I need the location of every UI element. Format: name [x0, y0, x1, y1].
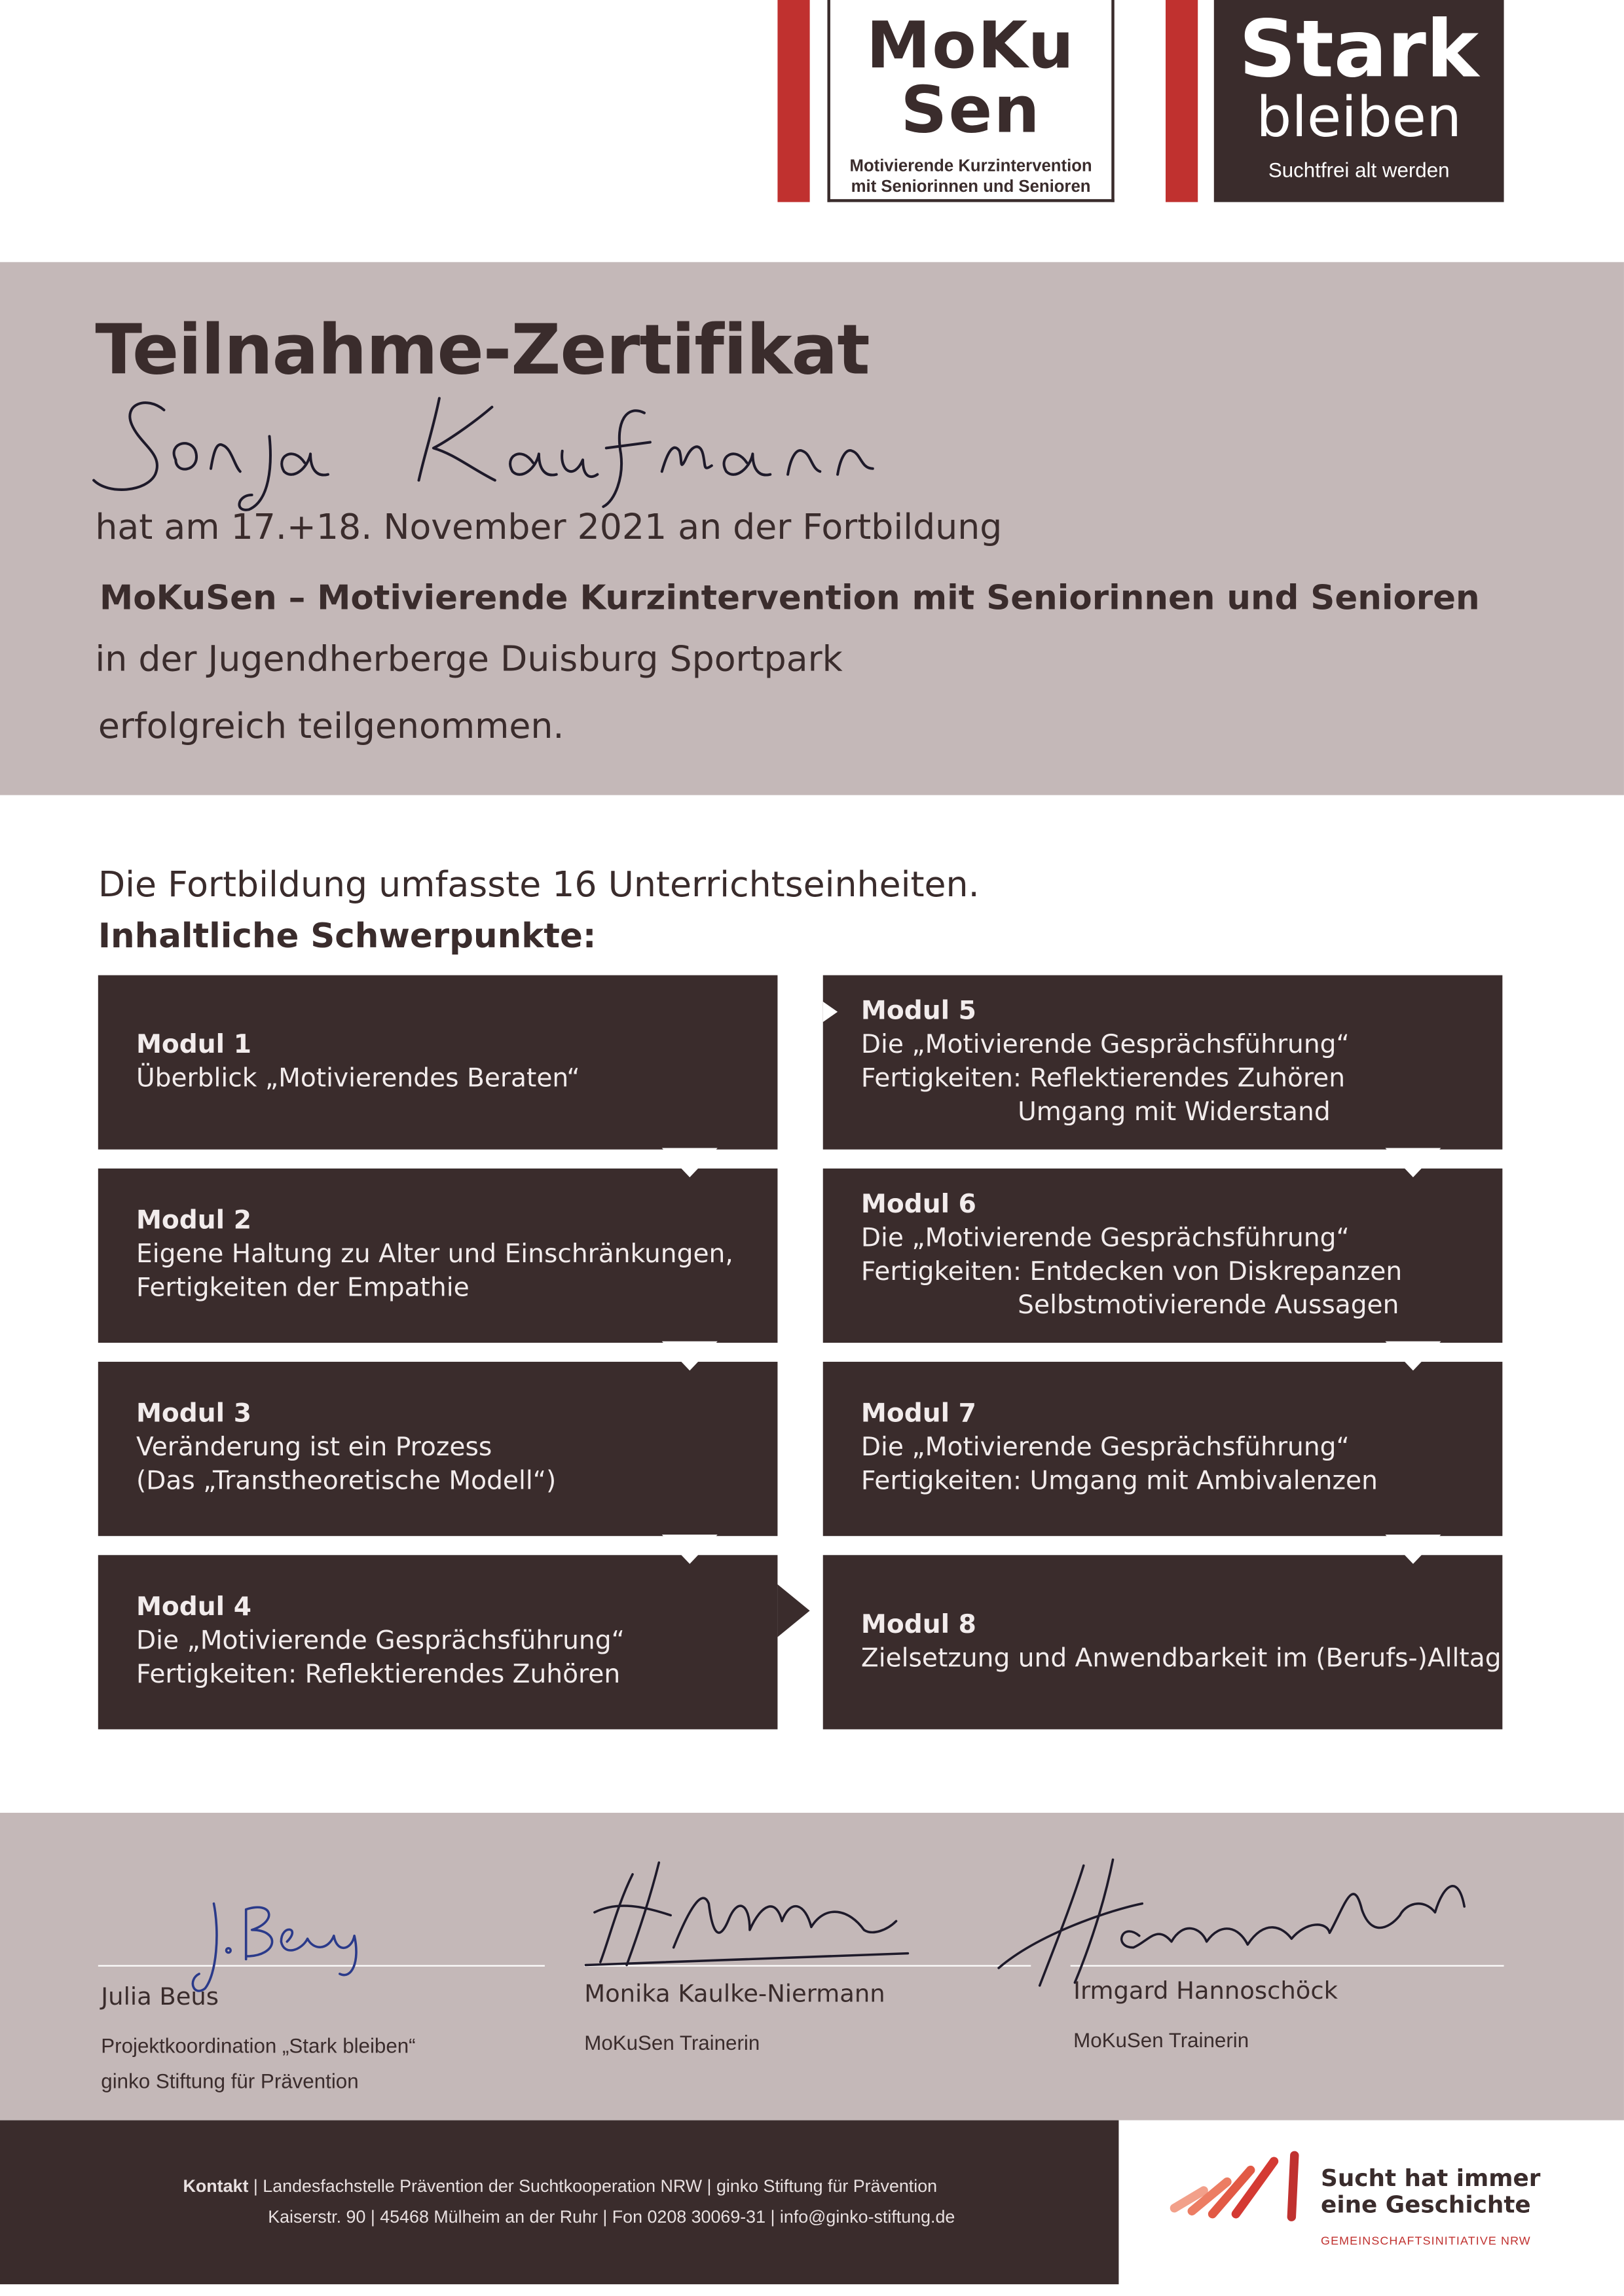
module-5-title: Modul 5	[860, 996, 976, 1026]
module-4-line1: Die „Motivierende Gesprächsführung“	[136, 1626, 625, 1656]
signer-2-name: Monika Kaulke-Niermann	[584, 1979, 885, 2008]
mokusen-logo-subtitle-2: mit Seniorinnen und Senioren	[851, 178, 1091, 196]
contact-text-1: | Landesfachstelle Prävention der Suchtkooperation NRW | ginko Stiftung für Prävention	[248, 2176, 938, 2196]
course-name: MoKuSen – Motivierende Kurzintervention mit Seniorinnen und Senioren	[100, 579, 1480, 618]
module-2-line1: Eigene Haltung zu Alter und Einschränkungen,	[136, 1240, 733, 1270]
sucht-geschichte-logo	[1118, 2121, 1623, 2284]
certificate-title: Teilnahme-Zertifikat	[95, 310, 870, 392]
stripes-logo-icon	[1166, 2149, 1312, 2223]
mokusen-logo-line2: Sen	[900, 73, 1041, 148]
mokusen-logo-line1: MoKu	[866, 9, 1076, 84]
module-1-title: Modul 1	[136, 1030, 251, 1060]
stark-logo-subtitle: Suchtfrei alt werden	[1268, 158, 1450, 182]
campaign-line-2: eine Geschichte	[1321, 2190, 1531, 2219]
venue-line: in der Jugendherberge Duisburg Sportpark	[95, 638, 843, 680]
signer-1-role-2: ginko Stiftung für Prävention	[101, 2069, 359, 2093]
arrow-into-5	[823, 1002, 838, 1022]
contact-label: Kontakt	[183, 2176, 249, 2196]
module-3-line2: (Das „Transtheoretische Modell“)	[136, 1467, 557, 1497]
module-1-line1: Überblick „Motivierendes Beraten“	[136, 1063, 580, 1093]
focus-heading: Inhaltliche Schwerpunkte:	[98, 918, 597, 957]
module-6-title: Modul 6	[860, 1190, 976, 1219]
stark-logo-line1: Stark	[1239, 3, 1479, 96]
signer-2-role-1: MoKuSen Trainerin	[584, 2031, 760, 2054]
campaign-subtitle: GEMEINSCHAFTSINITIATIVE NRW	[1321, 2234, 1531, 2248]
date-line: hat am 17.+18. November 2021 an der Fortbildung	[95, 506, 1003, 548]
signer-1-name: Julia Beus	[101, 1982, 219, 2011]
module-6-line2: Fertigkeiten: Entdecken von Diskrepanzen	[860, 1257, 1403, 1286]
arrow-right-4-8	[777, 1584, 809, 1637]
module-3-title: Modul 3	[136, 1400, 251, 1429]
module-2-line2: Fertigkeiten der Empathie	[136, 1273, 470, 1303]
stark-logo-line2: bleiben	[1256, 84, 1462, 150]
footer-contact-bar	[0, 2121, 1118, 2284]
module-8-line1: Zielsetzung und Anwendbarkeit im (Berufs-)Alltag	[860, 1643, 1502, 1673]
units-text: Die Fortbildung umfasste 16 Unterrichtseinheiten.	[98, 864, 980, 905]
arrow-down-5-6	[1385, 1148, 1441, 1177]
signer-3-name: Irmgard Hannoschöck	[1073, 1977, 1338, 2005]
mokusen-logo-subtitle-1: Motivierende Kurzintervention	[849, 158, 1092, 176]
module-6-line1: Die „Motivierende Gesprächsführung“	[860, 1223, 1350, 1253]
module-3-line1: Veränderung ist ein Prozess	[136, 1433, 492, 1463]
module-4-line2: Fertigkeiten: Reflektierendes Zuhören	[136, 1660, 621, 1690]
module-4-title: Modul 4	[136, 1593, 251, 1623]
module-5-line3: Umgang mit Widerstand	[1018, 1097, 1331, 1127]
module-7-title: Modul 7	[860, 1400, 976, 1429]
arrow-down-2-3	[662, 1341, 718, 1371]
arrow-down-3-4	[662, 1535, 718, 1564]
module-5-line1: Die „Motivierende Gesprächsführung“	[860, 1030, 1350, 1060]
arrow-down-7-8	[1385, 1535, 1441, 1564]
campaign-line-1: Sucht hat immer	[1321, 2164, 1541, 2193]
module-6-line3: Selbstmotivierende Aussagen	[1018, 1290, 1399, 1321]
signer-3-role-1: MoKuSen Trainerin	[1073, 2028, 1249, 2052]
module-7-line2: Fertigkeiten: Umgang mit Ambivalenzen	[860, 1467, 1378, 1497]
module-5-line2: Fertigkeiten: Reflektierendes Zuhören	[860, 1063, 1346, 1093]
module-8-title: Modul 8	[860, 1610, 976, 1639]
contact-line-1	[183, 2176, 938, 2196]
result-line: erfolgreich teilgenommen.	[98, 706, 564, 747]
signer-1-role-1: Projektkoordination „Stark bleiben“	[101, 2033, 416, 2058]
module-7-line1: Die „Motivierende Gesprächsführung“	[860, 1433, 1350, 1463]
arrow-down-1-2	[662, 1148, 718, 1177]
contact-line-2: Kaiserstr. 90 | 45468 Mülheim an der Ruhr | Fon 0208 30069-31 | info@ginko-stiftung.de	[268, 2206, 955, 2227]
module-2-title: Modul 2	[136, 1206, 251, 1236]
arrow-down-6-7	[1385, 1341, 1441, 1371]
